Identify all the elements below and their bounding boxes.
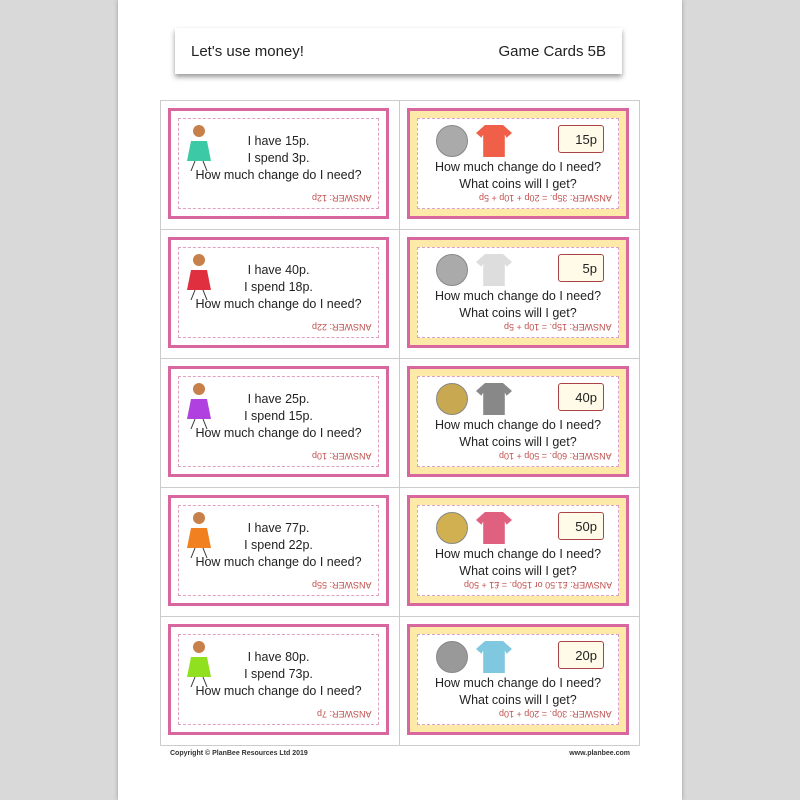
website: www.planbee.com — [569, 750, 630, 757]
child-illustration-icon — [185, 639, 213, 689]
spend-text: I spend 18p. — [244, 280, 313, 294]
right-card-cell — [400, 230, 640, 359]
price-tag: 40p — [558, 383, 604, 411]
clothing-item-icon — [476, 125, 512, 157]
coins-card — [407, 624, 629, 735]
answer-text: ANSWER: 15p. = 10p + 5p — [504, 322, 612, 332]
answer-text: ANSWER: 55p — [312, 580, 372, 590]
child-illustration-icon — [185, 510, 213, 560]
answer-text: ANSWER: 10p — [312, 451, 372, 461]
copyright: Copyright © PlanBee Resources Ltd 2019 — [170, 750, 308, 757]
page-title: Let's use money! — [191, 42, 304, 60]
spend-text: I spend 73p. — [244, 667, 313, 681]
clothing-item-icon — [476, 383, 512, 415]
question-text: How much change do I need? — [195, 426, 362, 440]
question-card — [168, 237, 389, 348]
answer-text: ANSWER: 35p. = 20p + 10p + 5p — [479, 193, 612, 203]
child-illustration-icon — [185, 123, 213, 173]
spend-text: I spend 15p. — [244, 409, 313, 423]
left-card-cell — [160, 101, 400, 230]
question-text: How much change do I need? — [434, 418, 602, 432]
answer-text: ANSWER: £1.50 or 150p. = £1 + 50p — [463, 580, 612, 590]
child-illustration-icon — [185, 381, 213, 431]
header-banner — [175, 28, 622, 74]
question-card — [168, 495, 389, 606]
worksheet-page — [118, 0, 682, 800]
coins-question-text: What coins will I get? — [459, 306, 577, 320]
have-text: I have 25p. — [247, 392, 310, 406]
coin-icon — [436, 254, 468, 286]
left-card-cell — [160, 617, 400, 746]
have-text: I have 77p. — [247, 521, 310, 535]
question-text: How much change do I need? — [195, 555, 362, 569]
question-card — [168, 366, 389, 477]
question-text: How much change do I need? — [195, 168, 362, 182]
answer-text: ANSWER: 12p — [312, 193, 372, 203]
right-card-cell — [400, 488, 640, 617]
answer-text: ANSWER: 22p — [312, 322, 372, 332]
have-text: I have 40p. — [247, 263, 310, 277]
spend-text: I spend 3p. — [247, 151, 310, 165]
have-text: I have 15p. — [247, 134, 310, 148]
coin-icon — [436, 641, 468, 673]
clothing-item-icon — [476, 512, 512, 544]
question-text: How much change do I need? — [434, 289, 602, 303]
right-card-cell — [400, 359, 640, 488]
question-text: How much change do I need? — [434, 160, 602, 174]
question-text: How much change do I need? — [434, 676, 602, 690]
coins-question-text: What coins will I get? — [459, 693, 577, 707]
left-card-cell — [160, 230, 400, 359]
right-card-cell — [400, 101, 640, 230]
have-text: I have 80p. — [247, 650, 310, 664]
answer-text: ANSWER: 7p — [317, 709, 372, 719]
answer-text: ANSWER: 60p. = 50p + 10p — [499, 451, 612, 461]
answer-text: ANSWER: 30p. = 20p + 10p — [499, 709, 612, 719]
coins-question-text: What coins will I get? — [459, 564, 577, 578]
left-card-cell — [160, 488, 400, 617]
question-card — [168, 624, 389, 735]
coins-card — [407, 108, 629, 219]
coin-icon — [436, 512, 468, 544]
question-text: How much change do I need? — [434, 547, 602, 561]
price-tag: 50p — [558, 512, 604, 540]
price-tag: 20p — [558, 641, 604, 669]
coins-card — [407, 237, 629, 348]
question-card — [168, 108, 389, 219]
question-text: How much change do I need? — [195, 684, 362, 698]
coins-card — [407, 495, 629, 606]
page-subtitle: Game Cards 5B — [498, 42, 606, 60]
coins-card — [407, 366, 629, 477]
left-card-cell — [160, 359, 400, 488]
coins-question-text: What coins will I get? — [459, 435, 577, 449]
clothing-item-icon — [476, 254, 512, 286]
coins-question-text: What coins will I get? — [459, 177, 577, 191]
spend-text: I spend 22p. — [244, 538, 313, 552]
clothing-item-icon — [476, 641, 512, 673]
price-tag: 15p — [558, 125, 604, 153]
child-illustration-icon — [185, 252, 213, 302]
coin-icon — [436, 383, 468, 415]
question-text: How much change do I need? — [195, 297, 362, 311]
price-tag: 5p — [558, 254, 604, 282]
card-grid — [160, 100, 640, 746]
footer — [170, 750, 630, 757]
right-card-cell — [400, 617, 640, 746]
coin-icon — [436, 125, 468, 157]
